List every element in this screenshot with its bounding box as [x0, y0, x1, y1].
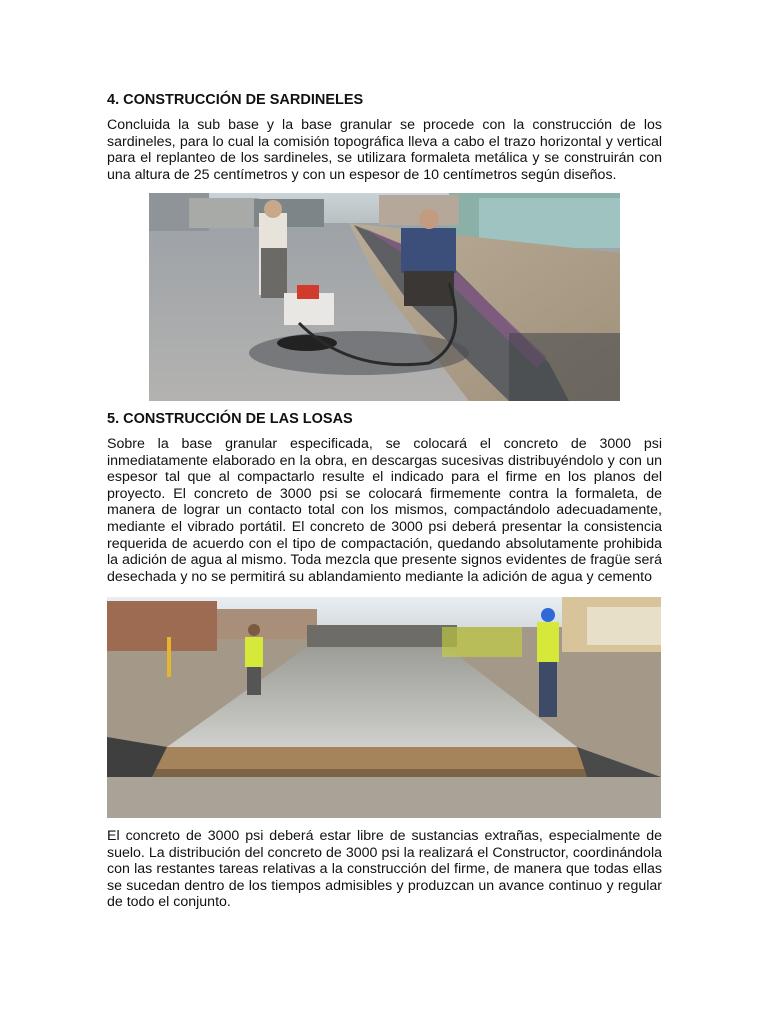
section-5-paragraph: Sobre la base granular especificada, se colocará el concreto de 3000 psi inmediatamente elaborado en la obra, en descargas sucesivas distribuyéndolo y con un espesor tal que al compactarlo resulte el indicado para el firme en los planos del proyecto. El concreto de 3000 psi se colocará firmemente contra la formaleta, de manera de lograr un contacto total con los mismos, compactándolo adecuadamente, mediante el vibrado portátil. El concreto de 3000 psi deberá presentar la consistencia requerida de acuerdo con el tipo de compactación, quedando absolutamente prohibida la adición de agua al mismo. Toda mezcla que presente signos evidentes de fragüe será desechada y no se permitirá su ablandamiento mediante la adición de agua y cemento	[107, 436, 662, 585]
section-4-paragraph: Concluida la sub base y la base granular se procede con la construcción de los sardineles, para lo cual la comisión topográfica lleva a cabo el trazo horizontal y vertical para el replanteo de los sardineles, se utilizara formaleta metálica y se construirán con una altura de 25 centímetros y con un espesor de 10 centímetros según diseños.	[107, 117, 662, 183]
section-4-heading: 4. CONSTRUCCIÓN DE SARDINELES	[107, 92, 364, 108]
section-5-heading: 5. CONSTRUCCIÓN DE LAS LOSAS	[107, 411, 353, 427]
closing-paragraph: El concreto de 3000 psi deberá estar libre de sustancias extrañas, especialmente de suelo. La distribución del concreto de 3000 psi la realizará el Constructor, coordinándola con las restantes tareas relativas a la construcción del firme, de manera que todas ellas se sucedan dentro de los tiempos admisibles y produzcan un avance continuo y regular de todo el conjunto.	[107, 828, 662, 911]
slab-construction-photo	[107, 597, 661, 818]
curb-construction-photo	[149, 193, 620, 401]
